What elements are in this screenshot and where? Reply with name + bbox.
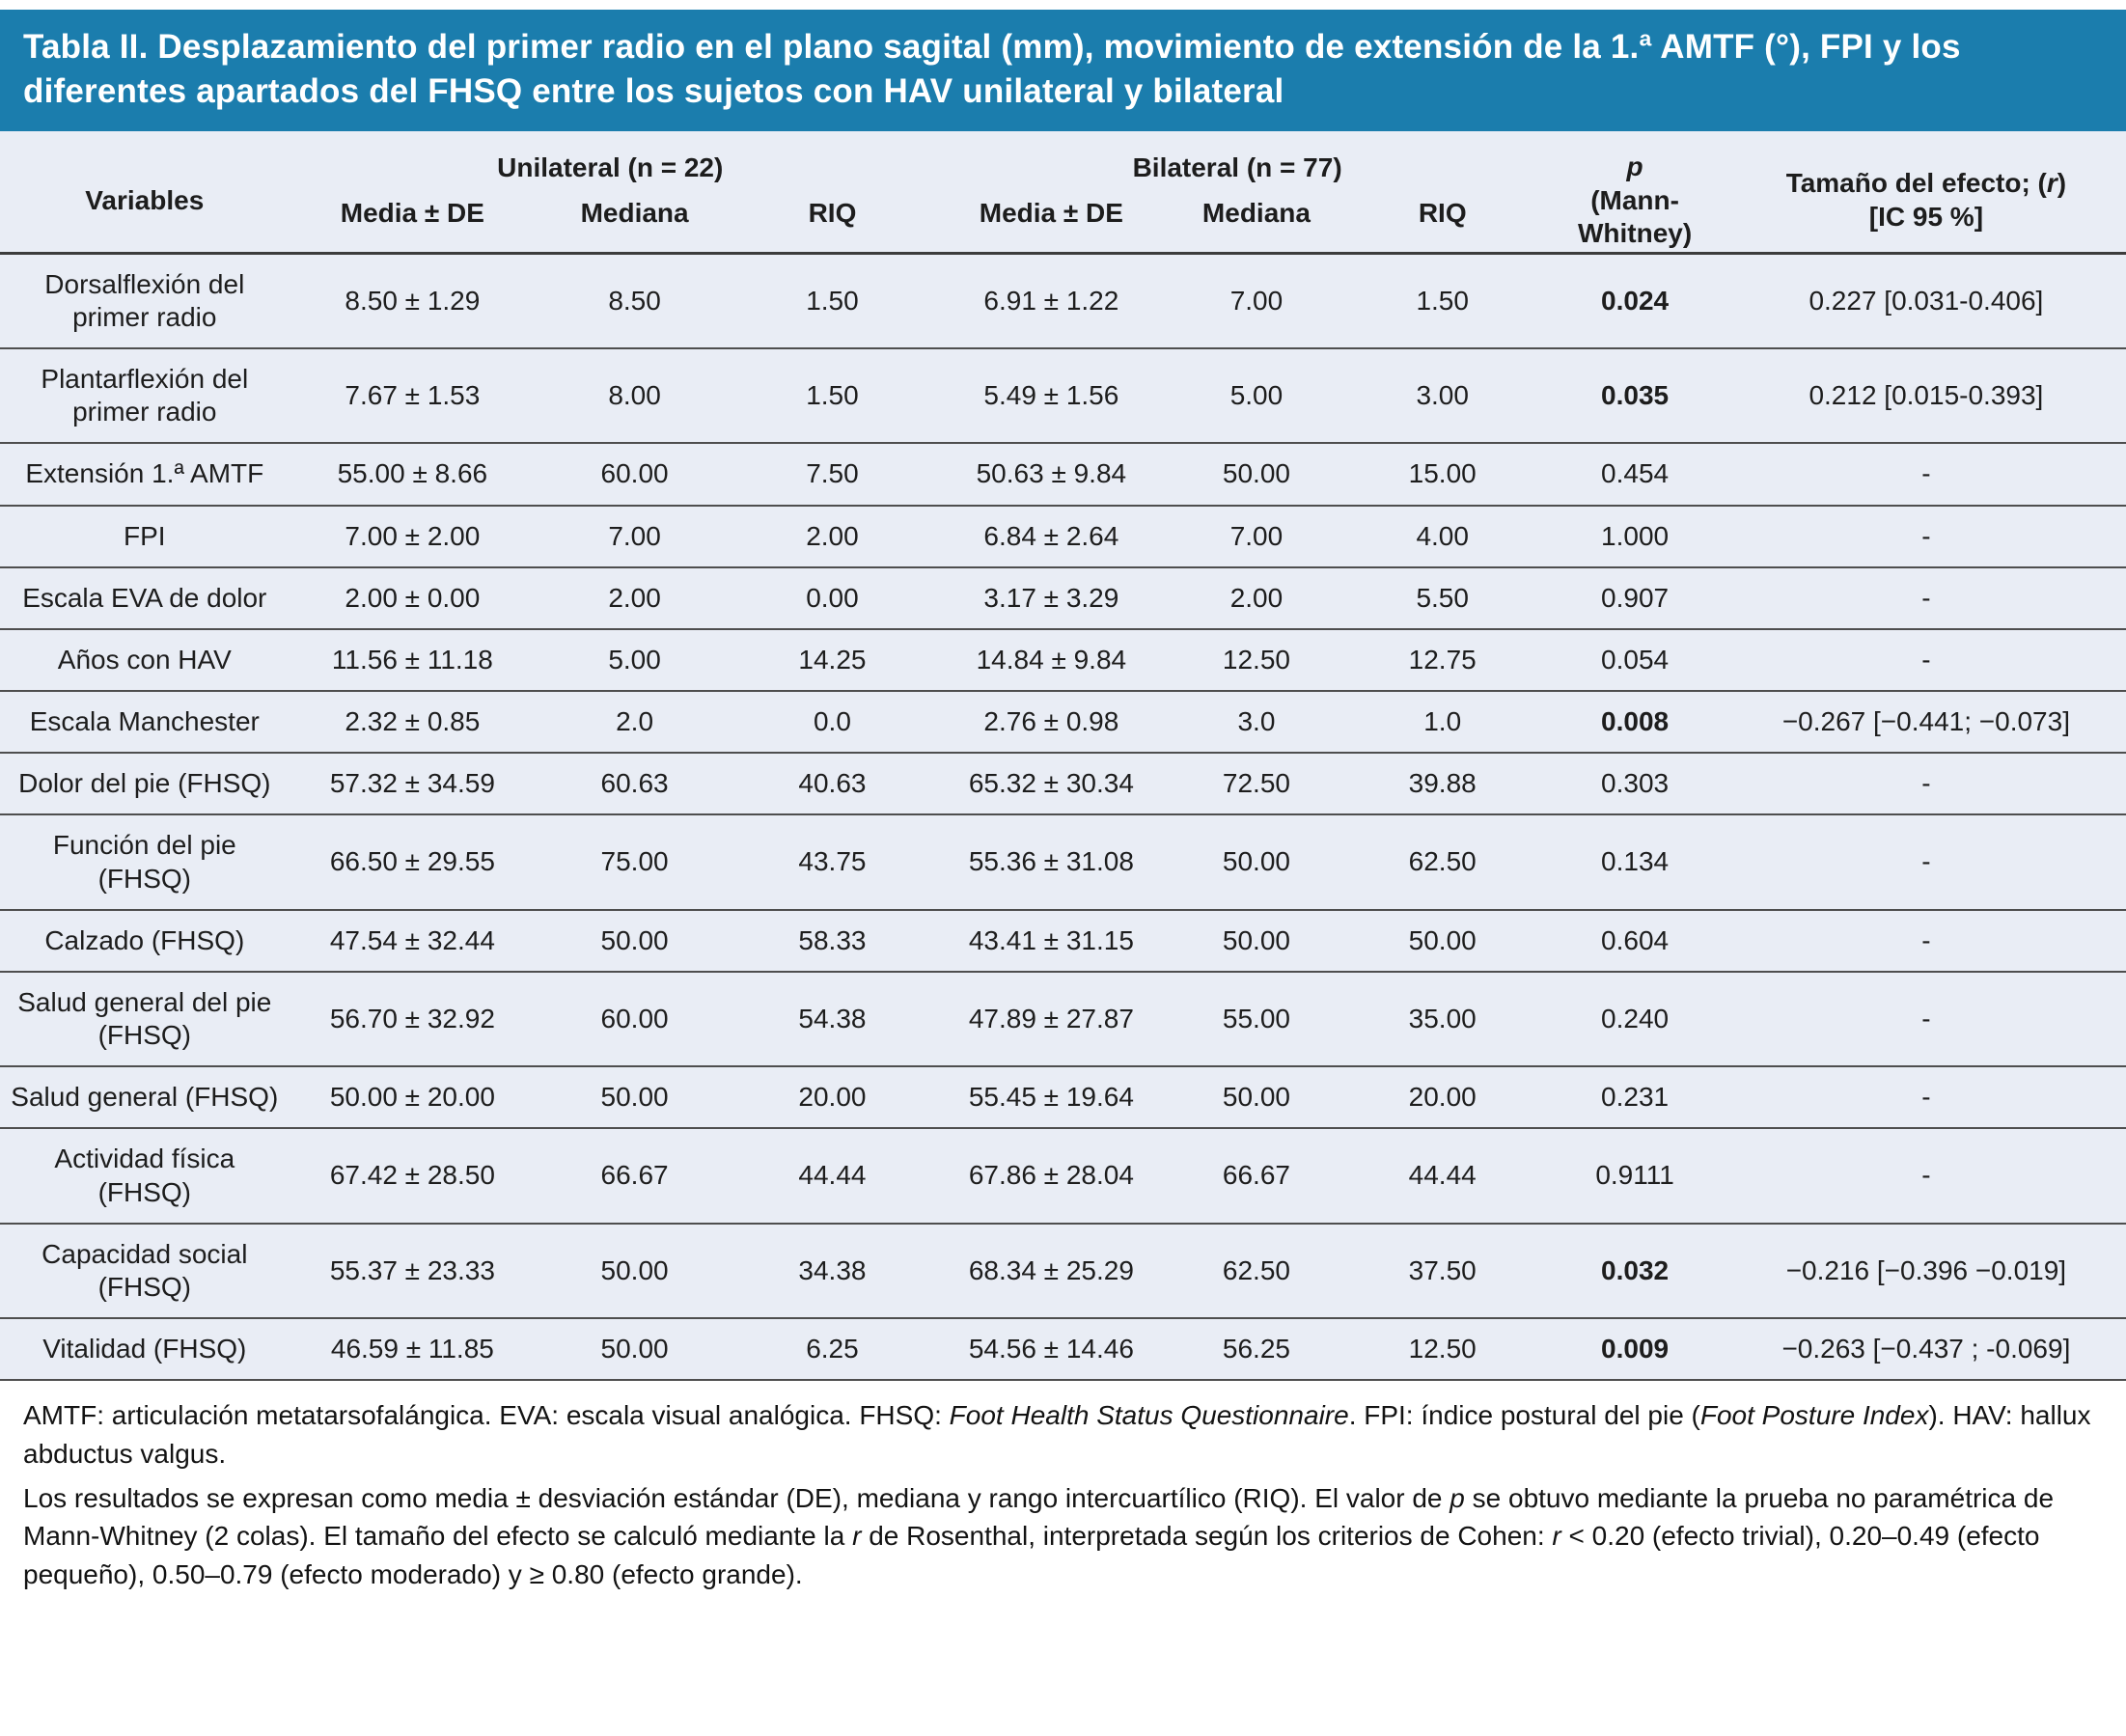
col-header-uni-mediana: Mediana [580,198,689,229]
cell-p-value: 0.024 [1601,285,1670,316]
cell-uni-riq: 7.50 [806,458,859,489]
cell-bil-riq: 62.50 [1408,846,1477,877]
cell-uni-media-de: 7.67 ± 1.53 [345,380,481,411]
cell-bil-riq: 5.50 [1416,582,1469,613]
cell-p-value: 0.303 [1601,768,1670,799]
cell-uni-media-de: 55.00 ± 8.66 [337,458,488,489]
cell-variable: Años con HAV [57,644,232,675]
col-header-bil-mediana: Mediana [1201,198,1311,229]
cell-p-value: 0.009 [1601,1333,1670,1364]
cell-effect-size: - [1921,846,1931,877]
cell-bil-mediana: 55.00 [1222,1003,1290,1033]
cell-variable: Escala EVA de dolor [22,582,267,613]
cell-uni-media-de: 67.42 ± 28.50 [329,1160,495,1191]
cell-uni-riq: 40.63 [798,768,867,799]
cell-uni-mediana: 8.00 [608,380,661,411]
cell-effect-size: −0.267 [−0.441; −0.073] [1781,706,2070,737]
table-header [0,131,2126,253]
effect-size-ci-label: [IC 95 %] [1868,201,1984,232]
cell-effect-size: - [1921,1160,1931,1191]
cell-variable: Plantarflexión del primer radio [41,364,249,427]
cell-uni-media-de: 46.59 ± 11.85 [330,1333,494,1364]
cell-effect-size: - [1921,458,1931,489]
cell-bil-media-de: 43.41 ± 31.15 [968,924,1134,955]
cell-uni-riq: 1.50 [806,285,859,316]
cell-uni-riq: 6.25 [806,1333,859,1364]
cell-variable: Capacidad social (FHSQ) [41,1238,248,1302]
table-title: Tabla II. Desplazamiento del primer radio en el plano sagital (mm), movimiento de extensión de la 1.ª AMTF (°), FPI y los diferentes apartados del FHSQ entre los sujetos con HAV unilateral y bilateral [23,28,1961,111]
cell-p-value: 0.240 [1601,1003,1670,1033]
cell-bil-mediana: 50.00 [1222,846,1290,877]
cell-bil-riq: 15.00 [1408,458,1477,489]
cell-uni-mediana: 60.00 [600,1003,669,1033]
cell-uni-media-de: 47.54 ± 32.44 [329,924,495,955]
table-row [0,1318,2126,1380]
cell-p-value: 0.231 [1601,1082,1670,1113]
cell-p-value: 0.604 [1601,924,1670,955]
cell-bil-mediana: 66.67 [1222,1160,1290,1191]
cell-uni-media-de: 2.00 ± 0.00 [345,582,481,613]
cell-bil-riq: 20.00 [1408,1082,1477,1113]
cell-bil-mediana: 50.00 [1222,924,1290,955]
cell-uni-riq: 14.25 [798,644,867,675]
cell-p-value: 0.134 [1601,846,1670,877]
table-row [0,506,2126,567]
cell-uni-mediana: 75.00 [600,846,669,877]
cell-uni-mediana: 66.67 [600,1160,669,1191]
cell-uni-mediana: 50.00 [600,1254,669,1285]
cell-p-value: 0.907 [1601,582,1670,613]
cell-uni-mediana: 50.00 [600,1082,669,1113]
cell-p-value: 0.9111 [1595,1160,1674,1191]
cell-bil-mediana: 5.00 [1229,380,1284,411]
col-header-bil-media-de: Media ± DE [979,198,1123,229]
cell-uni-mediana: 50.00 [600,1333,669,1364]
cell-uni-riq: 2.00 [806,520,859,551]
cell-variable: FPI [124,520,166,551]
cell-bil-riq: 12.50 [1408,1333,1477,1364]
cell-effect-size: 0.227 [0.031-0.406] [1808,285,2044,316]
cell-effect-size: - [1921,644,1931,675]
cell-bil-media-de: 68.34 ± 25.29 [968,1254,1134,1285]
cell-bil-riq: 1.50 [1416,285,1469,316]
cell-effect-size: - [1921,520,1931,551]
cell-variable: Salud general del pie (FHSQ) [17,986,272,1051]
table-row [0,1128,2126,1223]
cell-bil-media-de: 65.32 ± 30.34 [968,768,1134,799]
cell-variable: Escala Manchester [29,706,260,737]
r-symbol: r [2046,168,2057,199]
cell-uni-media-de: 55.37 ± 23.33 [329,1254,495,1285]
cell-variable: Salud general (FHSQ) [11,1082,279,1113]
cell-p-value: 0.454 [1601,458,1670,489]
cell-p-value: 0.032 [1601,1254,1670,1285]
cell-bil-media-de: 67.86 ± 28.04 [968,1160,1134,1191]
cell-uni-mediana: 7.00 [608,520,661,551]
col-header-effect-size [1726,131,2126,253]
table-row [0,443,2126,505]
cell-uni-riq: 34.38 [798,1254,867,1285]
cell-uni-mediana: 2.00 [608,582,661,613]
table-body [0,253,2126,1380]
cell-uni-media-de: 56.70 ± 32.92 [329,1003,495,1033]
cell-effect-size: - [1921,1003,1931,1033]
cell-bil-mediana: 50.00 [1222,1082,1290,1113]
cell-p-value: 1.000 [1601,520,1670,551]
cell-bil-mediana: 12.50 [1222,644,1290,675]
cell-p-value: 0.008 [1601,706,1670,737]
col-group-bilateral: Bilateral (n = 77) [1132,152,1342,182]
table-row [0,1224,2126,1318]
effect-size-title: Tamaño del efecto; (r) [1785,168,2067,199]
cell-effect-size: −0.263 [−0.437 ; -0.069] [1781,1333,2071,1364]
cell-uni-mediana: 60.63 [600,768,669,799]
cell-effect-size: −0.216 [−0.396 −0.019] [1785,1254,2067,1285]
cell-bil-mediana: 3.0 [1237,706,1276,737]
cell-bil-media-de: 47.89 ± 27.87 [968,1003,1134,1033]
cell-bil-riq: 44.44 [1408,1160,1477,1191]
table-row [0,910,2126,972]
cell-effect-size: - [1921,768,1931,799]
cell-uni-mediana: 50.00 [600,924,669,955]
table-row [0,253,2126,348]
cell-bil-riq: 1.0 [1423,706,1462,737]
table-row [0,348,2126,443]
cell-bil-media-de: 50.63 ± 9.84 [976,458,1127,489]
footnote: AMTF: articulación metatarsofalángica. EVA: escala visual analógica. FHSQ: Foot Health Status Questionnaire. FPI: índice postural del pie (Foot Posture Index). HAV: hallux abductus valgus. [23,1400,2091,1469]
footnote: Los resultados se expresan como media ± desviación estándar (DE), mediana y rango intercuartílico (RIQ). El valor de p se obtuvo mediante la prueba no paramétrica de Mann-Whitney (2 colas). El tamaño del efecto se calculó mediante la r de Rosenthal, interpretada según los criterios de Cohen: r < 0.20 (efecto trivial), 0.20–0.49 (efecto pequeño), 0.50–0.79 (efecto moderado) y ≥ 0.80 (efecto grande). [23,1482,2055,1590]
table-row [0,567,2126,629]
cell-bil-riq: 37.50 [1408,1254,1477,1285]
cell-variable: Dolor del pie (FHSQ) [18,768,271,799]
cell-uni-riq: 44.44 [798,1160,867,1191]
cell-bil-mediana: 2.00 [1229,582,1284,613]
cell-bil-mediana: 7.00 [1229,285,1284,316]
cell-uni-media-de: 11.56 ± 11.18 [331,644,493,675]
cell-effect-size: 0.212 [0.015-0.393] [1808,380,2044,411]
cell-uni-media-de: 7.00 ± 2.00 [345,520,481,551]
cell-effect-size: - [1921,1082,1931,1113]
cell-bil-riq: 4.00 [1416,520,1469,551]
cell-uni-riq: 0.00 [806,582,859,613]
col-header-bil-riq: RIQ [1418,198,1467,229]
cell-bil-riq: 3.00 [1416,380,1469,411]
cell-variable: Calzado (FHSQ) [44,924,245,955]
cell-bil-media-de: 14.84 ± 9.84 [976,644,1127,675]
cell-bil-riq: 50.00 [1408,924,1477,955]
cell-uni-mediana: 2.0 [616,706,654,737]
cell-effect-size: - [1921,924,1931,955]
cell-p-value: 0.035 [1601,380,1670,411]
cell-bil-media-de: 3.17 ± 3.29 [983,582,1119,613]
p-symbol: p [1626,152,1643,182]
cell-variable: Extensión 1.ª AMTF [25,458,264,489]
cell-bil-media-de: 55.45 ± 19.64 [968,1082,1134,1113]
cell-uni-riq: 1.50 [806,380,859,411]
cell-uni-media-de: 50.00 ± 20.00 [329,1082,495,1113]
cell-uni-riq: 58.33 [798,924,867,955]
cell-uni-mediana: 5.00 [608,644,661,675]
cell-uni-riq: 54.38 [798,1003,867,1033]
cell-bil-media-de: 6.84 ± 2.64 [983,520,1119,551]
cell-bil-mediana: 50.00 [1222,458,1290,489]
cell-bil-mediana: 56.25 [1222,1333,1290,1364]
col-group-unilateral: Unilateral (n = 22) [497,152,724,182]
table-row [0,814,2126,909]
cell-uni-riq: 43.75 [798,846,867,877]
cell-bil-mediana: 62.50 [1222,1254,1290,1285]
cell-bil-riq: 39.88 [1408,768,1477,799]
cell-variable: Función del pie (FHSQ) [52,830,236,894]
cell-uni-media-de: 57.32 ± 34.59 [329,768,495,799]
cell-bil-media-de: 2.76 ± 0.98 [983,706,1119,737]
cell-bil-mediana: 72.50 [1222,768,1290,799]
cell-bil-riq: 35.00 [1408,1003,1477,1033]
cell-bil-media-de: 54.56 ± 14.46 [968,1333,1134,1364]
cell-uni-riq: 0.0 [813,706,851,737]
cell-bil-media-de: 6.91 ± 1.22 [983,285,1119,316]
cell-bil-riq: 12.75 [1408,644,1477,675]
cell-variable: Dorsalflexión del primer radio [44,268,245,332]
p-test-name: (Mann-Whitney) [1577,184,1693,248]
table-title-bar [0,10,2126,131]
col-header-p-mann-whitney [1543,131,1726,253]
cell-uni-media-de: 66.50 ± 29.55 [329,846,495,877]
cell-effect-size: - [1921,582,1931,613]
table-row [0,972,2126,1066]
cell-uni-mediana: 8.50 [608,285,661,316]
cell-variable: Actividad física (FHSQ) [54,1144,235,1207]
cell-uni-riq: 20.00 [798,1082,867,1113]
cell-variable: Vitalidad (FHSQ) [42,1333,247,1364]
cell-bil-media-de: 5.49 ± 1.56 [983,380,1119,411]
cell-bil-mediana: 7.00 [1229,520,1284,551]
table-row [0,629,2126,691]
table-row [0,1066,2126,1128]
table-row [0,753,2126,814]
cell-p-value: 0.054 [1601,644,1670,675]
col-header-variables: Variables [85,184,205,215]
cell-uni-mediana: 60.00 [600,458,669,489]
data-table [0,131,2126,1381]
cell-uni-media-de: 8.50 ± 1.29 [345,285,481,316]
cell-uni-media-de: 2.32 ± 0.85 [345,706,481,737]
col-header-uni-media-de: Media ± DE [340,198,484,229]
cell-bil-media-de: 55.36 ± 31.08 [968,846,1134,877]
col-header-uni-riq: RIQ [808,198,857,229]
table-row [0,691,2126,753]
footnotes [0,1381,2126,1594]
